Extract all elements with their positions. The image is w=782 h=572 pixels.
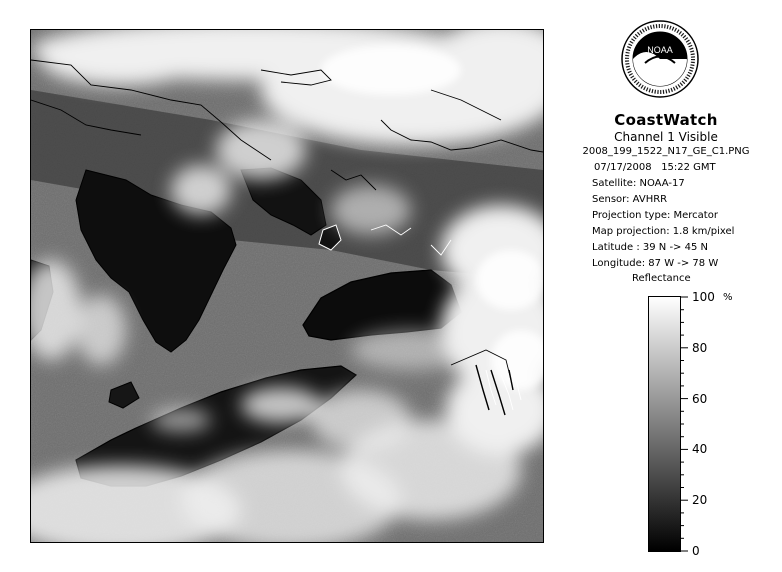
image-filename: 2008_199_1522_N17_GE_C1.PNG <box>582 146 750 157</box>
latitude-info: Latitude : 39 N -> 45 N <box>592 242 708 253</box>
tick-label: 80 <box>692 340 708 355</box>
date-text: 07/17/2008 <box>594 162 652 173</box>
sensor-info: Sensor: AVHRR <box>592 194 668 205</box>
tick-label: 100 <box>692 290 715 304</box>
satellite-image <box>31 30 543 542</box>
date-time-line <box>594 162 716 174</box>
tick-label: 60 <box>692 391 708 406</box>
time-text: 15:22 GMT <box>661 162 716 173</box>
app-title: CoastWatch <box>614 111 718 129</box>
colorbar-unit: % <box>723 292 733 303</box>
tick-label: 20 <box>692 493 708 508</box>
longitude-info: Longitude: 87 W -> 78 W <box>592 258 719 269</box>
noaa-logo <box>620 17 700 107</box>
colorbar-title: Reflectance <box>632 273 691 284</box>
satellite-map <box>30 29 544 543</box>
projection-type-info: Projection type: Mercator <box>592 210 718 221</box>
tick-label: 0 <box>692 544 700 558</box>
tick-label: 40 <box>692 442 708 457</box>
colorbar-ticks <box>680 296 740 552</box>
reflectance-colorbar <box>648 296 681 552</box>
noaa-logo-text: NOAA <box>647 45 673 55</box>
satellite-info: Satellite: NOAA-17 <box>592 178 685 189</box>
channel-title: Channel 1 Visible <box>614 130 718 144</box>
map-projection-info: Map projection: 1.8 km/pixel <box>592 226 735 237</box>
